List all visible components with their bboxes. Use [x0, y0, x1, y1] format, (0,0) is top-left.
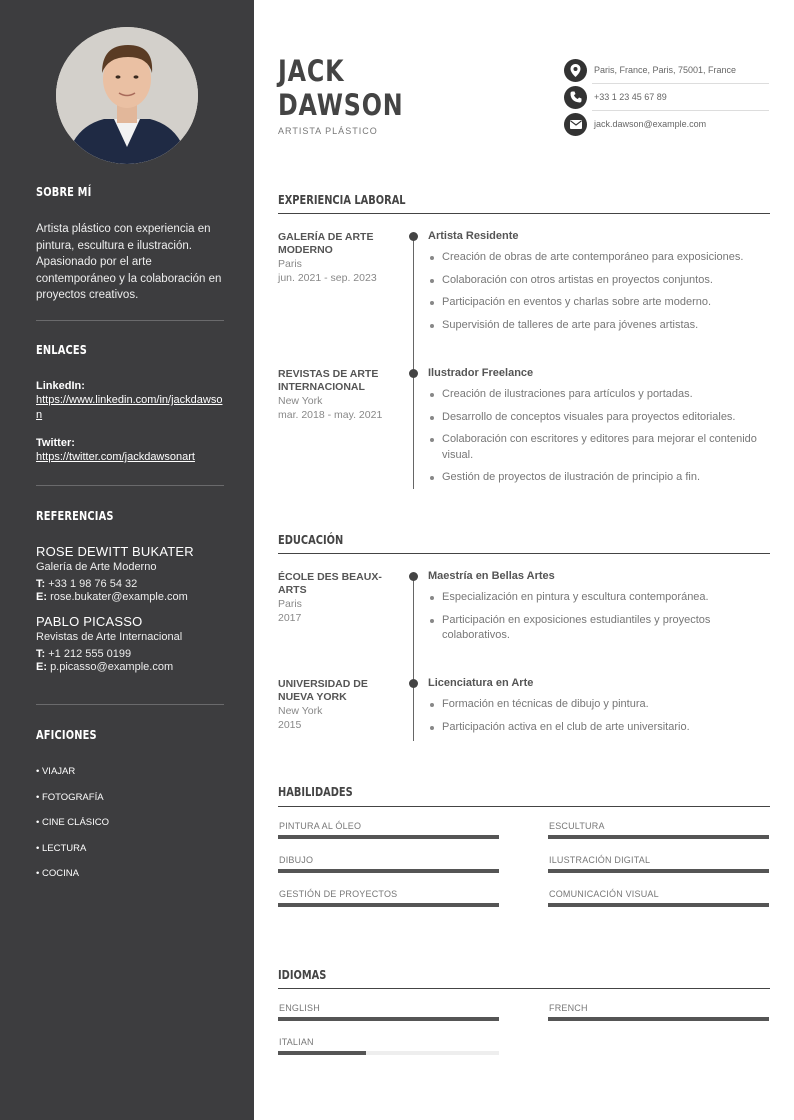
bullet-item: Especialización en pintura y escultura contemporánea. — [428, 590, 773, 606]
bullet-item: Participación activa en el club de arte universitario. — [428, 720, 773, 736]
school: ÉCOLE DES BEAUX-ARTS — [278, 571, 382, 596]
contact-address — [564, 58, 769, 82]
education-title: EDUCACIÓN — [278, 533, 344, 547]
hobby-item: • COCINA — [36, 868, 79, 879]
education-entry — [428, 570, 773, 651]
location: Paris — [278, 598, 302, 610]
references-section — [36, 507, 224, 673]
timeline-dot — [409, 572, 418, 581]
experience-title: EXPERIENCIA LABORAL — [278, 193, 406, 207]
employer: GALERÍA DE ARTE MODERNO — [278, 231, 374, 256]
reference-phone: +33 1 98 76 54 32 — [48, 578, 138, 590]
skill-bar-fill — [278, 903, 499, 907]
references-title: REFERENCIAS — [36, 509, 114, 523]
skill-bar — [548, 869, 769, 873]
skill-item — [548, 889, 769, 907]
experience-entry — [428, 367, 773, 493]
hobby-item: • LECTURA — [36, 842, 87, 854]
bullet-item: Colaboración con escritores y editores para mejorar el contenido visual. — [428, 432, 773, 463]
linkedin-label: LinkedIn: — [36, 380, 85, 392]
skill-item — [278, 855, 499, 873]
bullet-item: Gestión de proyectos de ilustración de principio a fin. — [428, 470, 773, 486]
skill-bar-fill — [548, 835, 769, 839]
experience-entry — [428, 230, 773, 340]
section-rule — [278, 553, 770, 554]
reference-item — [36, 544, 224, 603]
reference-org: Revistas de Arte Internacional — [36, 631, 183, 643]
reference-email: rose.bukater@example.com — [50, 591, 188, 603]
avatar — [56, 27, 198, 164]
language-item — [278, 1037, 499, 1055]
section-rule — [278, 988, 770, 989]
bullet-item: Participación en eventos y charlas sobre arte moderno. — [428, 295, 773, 311]
degree-title: Maestría en Bellas Artes — [428, 570, 555, 582]
links-section — [36, 341, 224, 465]
skill-name: PINTURA AL ÓLEO — [279, 821, 362, 831]
phone-icon — [564, 86, 587, 109]
dates: 2015 — [278, 719, 302, 731]
email-text[interactable]: jack.dawson@example.com — [594, 119, 707, 129]
sidebar — [0, 0, 254, 1120]
email-label: E: — [36, 591, 47, 603]
bullet-item: Desarrollo de conceptos visuales para proyectos editoriales. — [428, 410, 773, 426]
experience-entry-meta — [278, 231, 396, 285]
language-bar-fill — [548, 1017, 769, 1021]
experience-entry-meta — [278, 368, 396, 422]
section-rule — [278, 806, 770, 807]
skill-item — [278, 821, 499, 839]
location: New York — [278, 395, 323, 407]
contact-email — [564, 112, 769, 136]
language-bar-fill — [278, 1051, 366, 1055]
language-bar — [278, 1051, 499, 1055]
last-name: DAWSON — [278, 88, 404, 122]
skill-bar — [278, 903, 499, 907]
dates: mar. 2018 - may. 2021 — [278, 409, 383, 421]
language-bar-fill — [278, 1017, 499, 1021]
bullet-item: Colaboración con otros artistas en proyectos conjuntos. — [428, 273, 773, 289]
divider — [592, 110, 769, 111]
position-title: Artista Residente — [428, 230, 519, 242]
job-title: ARTISTA PLÁSTICO — [278, 126, 378, 136]
twitter-link[interactable]: https://twitter.com/jackdawsonart — [36, 451, 195, 463]
reference-name: PABLO PICASSO — [36, 614, 143, 629]
candidate-name — [278, 54, 403, 122]
education-entry — [428, 677, 773, 742]
portrait-photo-icon — [56, 27, 198, 164]
divider — [592, 83, 769, 84]
skill-item — [548, 821, 769, 839]
bullet-item: Supervisión de talleres de arte para jóvenes artistas. — [428, 318, 773, 334]
timeline-dot — [409, 369, 418, 378]
reference-name: ROSE DEWITT BUKATER — [36, 544, 194, 559]
degree-title: Licenciatura en Arte — [428, 677, 534, 689]
contact-phone — [564, 85, 769, 109]
divider — [36, 320, 224, 321]
skill-bar — [548, 903, 769, 907]
twitter-label: Twitter: — [36, 437, 75, 449]
skill-bar — [278, 835, 499, 839]
skill-item — [548, 855, 769, 873]
language-bar — [548, 1017, 769, 1021]
dates: 2017 — [278, 612, 302, 624]
reference-org: Galería de Arte Moderno — [36, 561, 157, 573]
skill-bar — [548, 835, 769, 839]
language-item — [548, 1003, 769, 1021]
linkedin-link[interactable]: https://www.linkedin.com/in/jackdawson — [36, 394, 223, 421]
skill-bar-fill — [548, 903, 769, 907]
skill-name: COMUNICACIÓN VISUAL — [549, 889, 659, 899]
phone-text: +33 1 23 45 67 89 — [594, 92, 667, 102]
first-name: JACK — [278, 54, 345, 88]
dates: jun. 2021 - sep. 2023 — [278, 272, 377, 284]
languages-title: IDIOMAS — [278, 968, 327, 982]
timeline-line — [413, 238, 414, 489]
section-rule — [278, 213, 770, 214]
skill-name: ILUSTRACIÓN DIGITAL — [549, 855, 651, 865]
language-name: FRENCH — [549, 1003, 588, 1013]
skill-name: DIBUJO — [279, 855, 314, 865]
skill-item — [278, 889, 499, 907]
location: Paris — [278, 258, 302, 270]
location: New York — [278, 705, 323, 717]
divider — [36, 485, 224, 486]
divider — [36, 704, 224, 705]
reference-item — [36, 614, 224, 673]
skill-name: ESCULTURA — [549, 821, 605, 831]
timeline-dot — [409, 232, 418, 241]
hobby-item: • FOTOGRAFÍA — [36, 791, 104, 803]
about-text: Artista plástico con experiencia en pintura, escultura e ilustración. Apasionado por el arte contemporáneo y la colaboración en proyectos creativos. — [36, 223, 222, 301]
address-text: Paris, France, Paris, 75001, France — [594, 65, 737, 75]
phone-label: T: — [36, 578, 46, 590]
location-pin-icon — [564, 59, 587, 82]
skill-bar-fill — [278, 869, 499, 873]
employer: REVISTAS DE ARTE INTERNACIONAL — [278, 368, 379, 393]
hobby-item: • VIAJAR — [36, 766, 76, 777]
hobbies-section — [36, 726, 224, 894]
skill-name: GESTIÓN DE PROYECTOS — [279, 889, 398, 899]
links-title: ENLACES — [36, 343, 88, 357]
timeline-line — [413, 578, 414, 741]
education-entry-meta — [278, 678, 396, 732]
language-name: ITALIAN — [279, 1037, 314, 1047]
mail-icon — [564, 113, 587, 136]
position-title: Ilustrador Freelance — [428, 367, 534, 379]
hobbies-title: AFICIONES — [36, 728, 97, 742]
phone-label: T: — [36, 648, 46, 660]
language-bar — [278, 1017, 499, 1021]
skill-bar-fill — [548, 869, 769, 873]
school: UNIVERSIDAD DE NUEVA YORK — [278, 678, 368, 703]
about-title: SOBRE MÍ — [36, 185, 92, 199]
reference-phone: +1 212 555 0199 — [48, 648, 132, 660]
timeline-dot — [409, 679, 418, 688]
bullet-item: Creación de obras de arte contemporáneo para exposiciones. — [428, 250, 773, 266]
skill-bar — [278, 869, 499, 873]
about-section — [36, 183, 224, 304]
skills-title: HABILIDADES — [278, 785, 353, 799]
skill-bar-fill — [278, 835, 499, 839]
hobby-item: • CINE CLÁSICO — [36, 817, 110, 828]
email-label: E: — [36, 661, 47, 673]
language-item — [278, 1003, 499, 1021]
bullet-item: Formación en técnicas de dibujo y pintura. — [428, 697, 773, 713]
education-entry-meta — [278, 571, 396, 625]
language-name: ENGLISH — [279, 1003, 320, 1013]
reference-email: p.picasso@example.com — [50, 661, 174, 673]
bullet-item: Creación de ilustraciones para artículos y portadas. — [428, 387, 773, 403]
bullet-item: Participación en exposiciones estudiantiles y proyectos colaborativos. — [428, 613, 773, 644]
